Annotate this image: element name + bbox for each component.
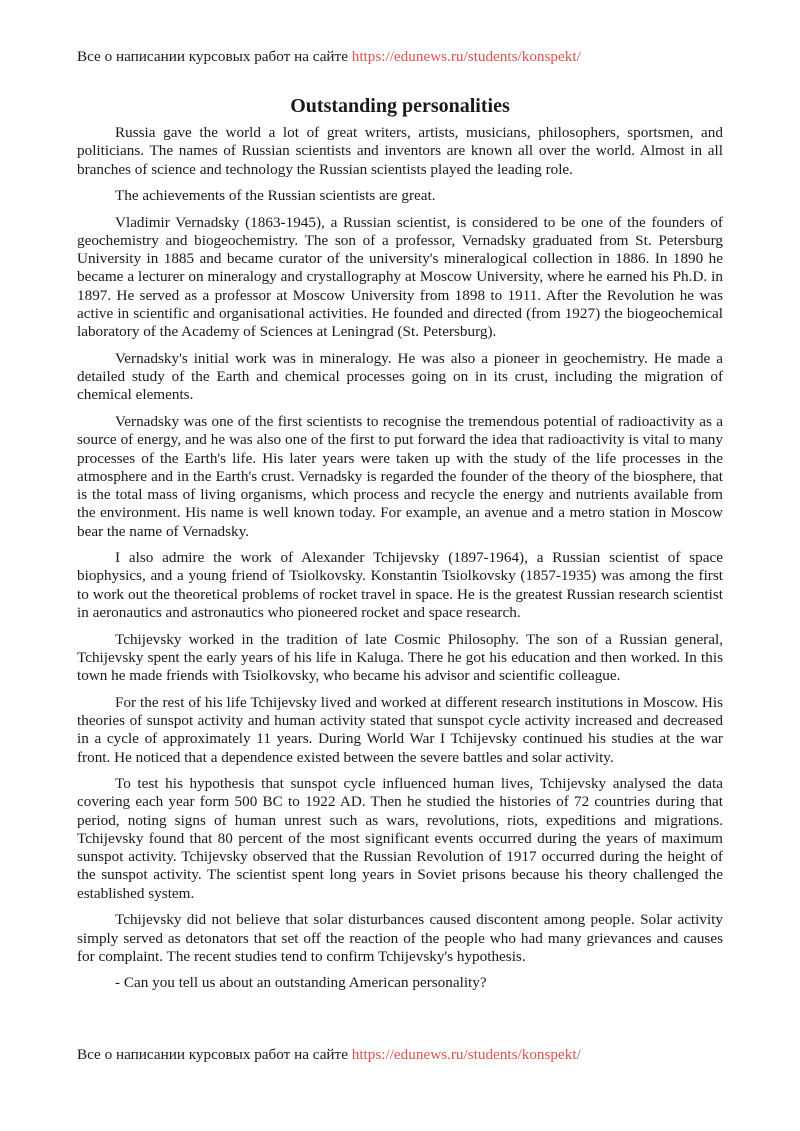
header-link[interactable]: https://edunews.ru/students/konspekt/ [351, 48, 581, 65]
article-body [77, 124, 723, 1001]
paragraph: Russia gave the world a lot of great writers, artists, musicians, philosophers, sportsmen, and politicians. The names of Russian scientists and inventors are known all over the world. Almost in all branches of science and technology the Russian scientists played the leading role. [77, 124, 723, 178]
paragraph: I also admire the work of Alexander Tchijevsky (1897-1964), a Russian scientist of space biophysics, and a young friend of Tsiolkovsky. Konstantin Tsiolkovsky (1857-1935) was among the first to work out the theoretical problems of rocket travel in space. He is the greatest Russian research scientist in aeronautics and astronautics who pioneered rocket and space research. [77, 549, 723, 622]
footer-text: Все о написании курсовых работ на сайте [77, 1046, 352, 1063]
paragraph: Tchijevsky did not believe that solar disturbances caused discontent among people. Solar activity simply served as detonators that set off the reaction of the people who had many grievances and causes for complaint. The recent studies tend to confirm Tchijevsky's hypothesis. [77, 911, 723, 965]
paragraph: - Can you tell us about an outstanding American personality? [115, 974, 487, 992]
page-header [77, 47, 581, 67]
header-text: Все о написании курсовых работ на сайте [77, 48, 352, 65]
paragraph: Tchijevsky worked in the tradition of late Cosmic Philosophy. The son of a Russian general, Tchijevsky spent the early years of his life in Kaluga. There he got his education and then worked. In this town he made friends with Tsiolkovsky, who became his advisor and scientific colleague. [77, 630, 723, 685]
paragraph: Vernadsky's initial work was in mineralogy. He was also a pioneer in geochemistry. He made a detailed study of the Earth and chemical processes going on in its crust, including the migration of chemical elements. [77, 349, 723, 404]
page-title: Outstanding personalities [290, 95, 510, 117]
paragraph: Vladimir Vernadsky (1863-1945), a Russian scientist, is considered to be one of the founders of geochemistry and biogeochemistry. The son of a professor, Vernadsky graduated from St. Petersburg University in 1885 and became curator of the university's mineralogical collection in 1886. In 1890 he became a lecturer on mineralogy and crystallography at Moscow University, where he earned his Ph.D. in 1897. He served as a professor at Moscow University from 1898 to 1911. After the Revolution he was active in scientific and organisational activities. He founded and directed (from 1927) the biogeochemical laboratory of the Academy of Sciences at Leningrad (St. Petersburg). [77, 213, 723, 341]
paragraph: For the rest of his life Tchijevsky lived and worked at different research institutions in Moscow. His theories of sunspot activity and human activity stated that sunspot cycle activity increased and decreased in a cycle of approximately 11 years. During World War I Tchijevsky continued his studies at the war front. He noticed that a dependence existed between the severe battles and solar activity. [77, 693, 723, 766]
paragraph: Vernadsky was one of the first scientists to recognise the tremendous potential of radioactivity as a source of energy, and he was also one of the first to put forward the idea that radioactivity is vital to many processes of the Earth's life. His later years were taken up with the study of the life processes in the atmosphere and in the Earth's crust. Vernadsky is regarded the founder of the theory of the biosphere, that is the total mass of living organisms, which process and recycle the energy and nutrients available from the environment. His name is well known today. For example, an avenue and a metro station in Moscow bear the name of Vernadsky. [77, 412, 723, 540]
paragraph: The achievements of the Russian scientists are great. [115, 187, 436, 205]
footer-link[interactable]: https://edunews.ru/students/konspekt/ [351, 1046, 581, 1063]
paragraph: To test his hypothesis that sunspot cycle influenced human lives, Tchijevsky analysed the data covering each year form 500 BC to 1922 AD. Then he studied the histories of 72 countries during that period, noting signs of human unrest such as wars, revolutions, riots, expeditions and migrations. Tchijevsky found that 80 percent of the most significant events occurred during the years of maximum sunspot activity. Tchijevsky observed that the Russian Revolution of 1917 occurred during the height of the sunspot activity. The scientist spent long years in Soviet prisons because his theory challenged the established system. [77, 775, 723, 902]
page-footer [77, 1045, 581, 1065]
